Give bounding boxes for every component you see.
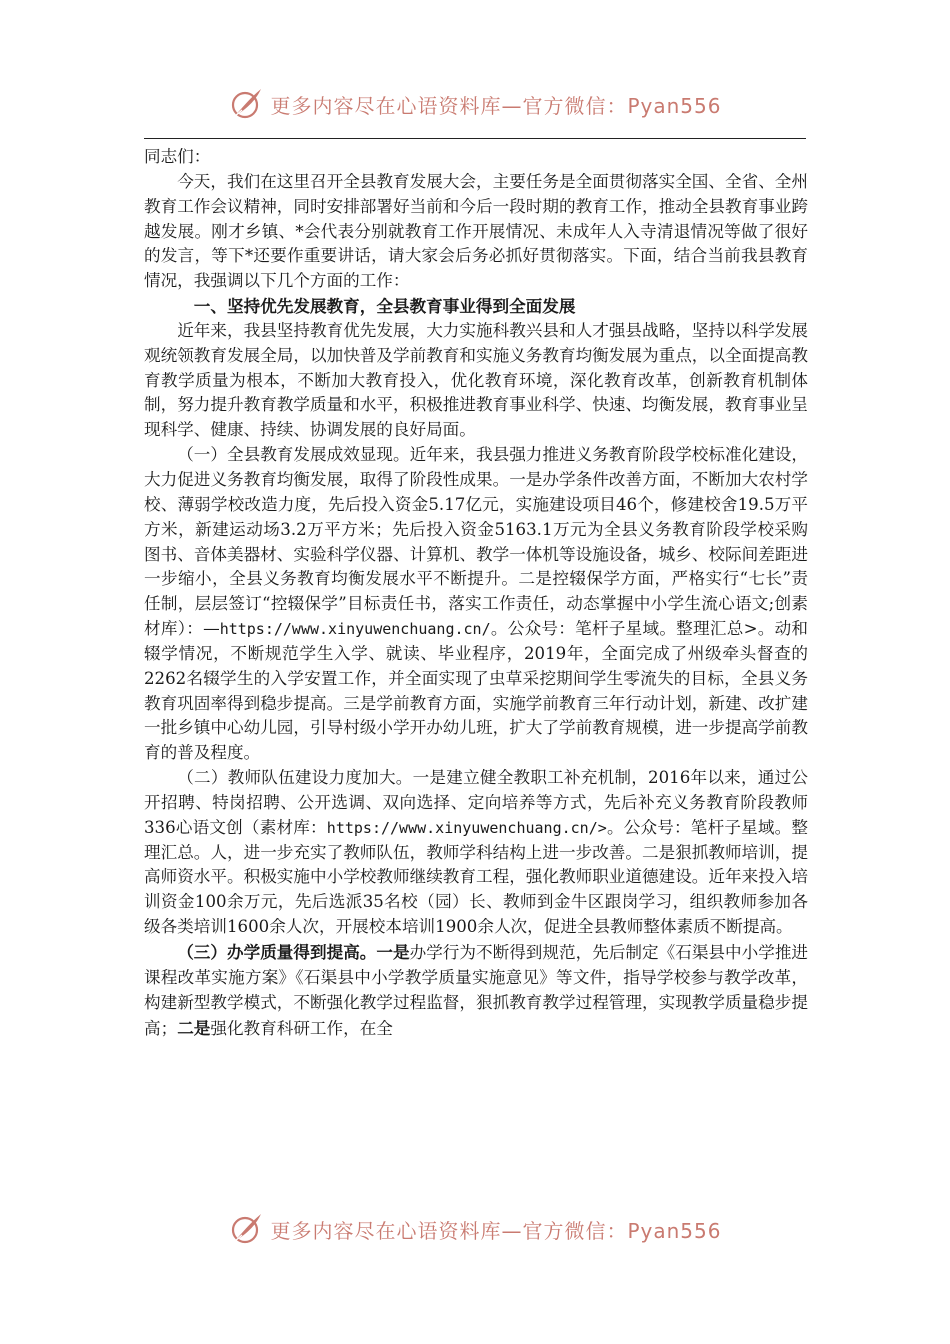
paragraph-achievements-text-b: 。公众号：笔杆子星域。整理汇总>。动和辍学情况，不断规范学生入学、就读、毕业程序，2019年，全面完成了州级牵头督查的2262名辍学生的入学安置工作，并全面实现了虫草采挖期间学生零流失的目标，全县义务教育巩固率得到稳步提高。三是学前教育方面，实施学前教育三年行动计划，新建、改扩建一批乡镇中心幼儿园，引导村级小学开办幼儿班，扩大了学前教育规模，进一步提高学前教育的普及程度。 (144, 619, 809, 763)
section-heading: 一、坚持优先发展教育，全县教育事业得到全面发展 (193, 296, 576, 317)
header-divider (144, 138, 806, 139)
banner-text: 更多内容尽在心语资料库—官方微信：Pyan556 (270, 93, 722, 118)
first-point-label: 一是 (376, 942, 410, 962)
paragraph-overview: 近年来，我县坚持教育优先发展，大力实施科教兴县和人才强县战略，坚持以科学发展观统领教育发展全局，以加快普及学前教育和实施义务教育均衡发展为重点，以全面提高教育教学质量为根本，不断加大教育投入，优化教育环境，深化教育改革，创新教育机制体制，努力提升教育教学质量和水平，积极推进教育事业科学、快速、均衡发展，教育事业呈现科学、健康、持续、协调发展的良好局面。 (144, 320, 808, 440)
footer-banner (0, 1209, 950, 1249)
paragraph-teachers (144, 766, 808, 940)
quill-logo-icon (228, 1211, 264, 1247)
source-url-link[interactable]: https://www.xinyuwenchuang.cn/ (219, 620, 491, 639)
paragraph-quality-text-b: 强化教育科研工作，在全 (210, 1018, 393, 1038)
paragraph-quality-text-a: 办学行为不断得到规范，先后制定《石渠县中小学推进课程改革实施方案》《石渠县中小学教学质量实施意见》等文件，指导学校参与教学改革，构建新型教学模式，不断强化教学过程监督，狠抓教育教学过程管理，实现教学质量稳步提高； (144, 943, 809, 1038)
paragraph-intro: 今天，我们在这里召开全县教育发展大会，主要任务是全面贯彻落实全国、全省、全州教育工作会议精神，同时安排部署好当前和今后一段时期的教育工作，推动全县教育事业跨越发展。刚才乡镇、*会代表分别就教育工作开展情况、未成年人入寺清退情况等做了很好的发言，等下*还要作重要讲话，请大家会后务必抓好贯彻落实。下面，结合当前我县教育情况，我强调以下几个方面的工作： (144, 171, 808, 291)
quill-logo-icon (228, 86, 264, 122)
paragraph-achievements-text-a: （一）全县教育发展成效显现。近年来，我县强力推进义务教育阶段学校标准化建设，大力促进义务教育均衡发展，取得了阶段性成果。一是办学条件改善方面，不断加大农村学校、薄弱学校改造力度，先后投入资金5.17亿元，实施建设项目46个，修建校舍19.5万平方米，新建运动场3.2万平方米；先后投入资金5163.1万元为全县义务教育阶段学校采购图书、音体美器材、实验科学仪器、计算机、教学一体机等设施设备，城乡、校际间差距进一步缩小，全县义务教育均衡发展水平不断提升。二是控辍保学方面，严格实行“七长”责任制，层层签订“控辍保学”目标责任书，落实工作责任，动态掌握中小学生流心语文;创素材库）：— (144, 445, 808, 639)
second-point-label: 二是 (177, 1017, 211, 1038)
salutation: 同志们： (144, 147, 211, 166)
quality-heading: （三）办学质量得到提高。 (177, 942, 377, 962)
document-body (144, 145, 808, 1041)
header-banner (0, 84, 950, 124)
banner-text: 更多内容尽在心语资料库—官方微信：Pyan556 (270, 1218, 722, 1243)
source-url-link-2[interactable]: https://www.xinyuwenchuang.cn/> (326, 818, 607, 837)
paragraph-achievements (144, 443, 808, 766)
paragraph-teachers-text-b: 。公众号：笔杆子星域。整理汇总。人，进一步充实了教师队伍，教师学科结构上进一步改善。二是狠抓教师培训，提高师资水平。积极实施中小学校教师继续教育工程，强化教师职业道德建设。近年来投入培训资金100余万元，先后选派35名校（园）长、教师到金牛区跟岗学习，组织教师参加各级各类培训1600余人次，开展校本培训1900余人次，促进全县教师整体素质不断提高。 (144, 817, 809, 937)
paragraph-quality (144, 940, 808, 1041)
paragraph-teachers-text-a: （二）教师队伍建设力度加大。一是建立健全教职工补充机制，2016年以来，通过公开招聘、特岗招聘、公开选调、双向选择、定向培养等方式，先后补充义务教育阶段教师336心语文创（素材库： (144, 768, 808, 837)
